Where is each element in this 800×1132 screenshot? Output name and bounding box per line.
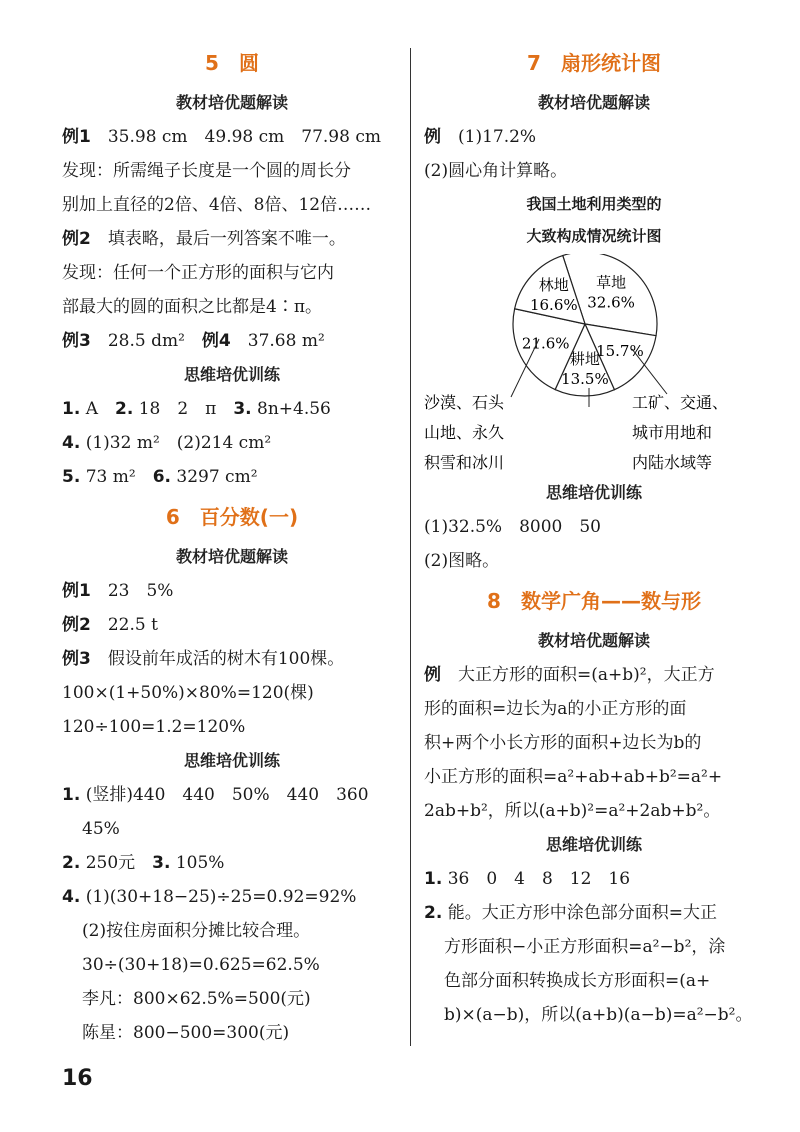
section-8-subheading-textbook: 教材培优题解读: [537, 631, 650, 650]
answer-text: 36 0 4 8 12 16: [447, 869, 631, 889]
desert-label-line-1: 沙漠、石头: [424, 393, 505, 412]
answer-text: 73 m²: [85, 467, 136, 487]
answer-text: 能。大正方形中涂色部分面积=大正: [447, 903, 717, 923]
section-6-subheading-training: 思维培优训练: [183, 751, 280, 770]
example-label: 例1: [62, 581, 91, 601]
answer-number: 2.: [424, 903, 443, 923]
s6-example-3: [62, 642, 402, 676]
section-5-subheading-textbook: 教材培优题解读: [175, 93, 288, 112]
page-number: 16: [62, 1066, 93, 1091]
s7-example-2: (2)圆心角计算略。: [424, 161, 568, 181]
example-label: 例2: [62, 615, 91, 635]
s8-answer-2-line-3: 色部分面积转换成长方形面积=(a+: [444, 971, 711, 991]
s7-answer-1: (1)32.5% 8000 50: [424, 517, 601, 537]
chart-title-line-2: 大致构成情况统计图: [526, 227, 662, 245]
pie-slice-value: 32.6%: [587, 293, 635, 312]
s6-answers-2-3: [62, 846, 402, 880]
answer-number: 4.: [62, 433, 81, 453]
s6-calc-1: 100×(1+50%)×80%=120(棵): [62, 683, 314, 703]
s6-answer-4-line-4: 李凡：800×62.5%=500(元): [82, 989, 311, 1009]
example-label: 例2: [62, 229, 91, 249]
s5-finding-2b: 部最大的圆的面积之比都是4∶π。: [62, 297, 322, 317]
right-column: [424, 40, 764, 1032]
example-label: 例: [424, 665, 441, 685]
other-label-line-3: 内陆水域等: [632, 453, 713, 472]
example-answer: 假设前年成活的树木有100棵。: [107, 649, 345, 669]
answer-number: 1.: [62, 785, 81, 805]
s5-answers-5-6: [62, 460, 402, 494]
s6-answer-4-line-5: 陈星：800−500=300(元): [82, 1023, 290, 1043]
s5-example-2: [62, 222, 402, 256]
section-8-subheading-training: 思维培优训练: [545, 835, 642, 854]
s8-answer-2-line-4: b)×(a−b)，所以(a+b)(a−b)=a²−b²。: [444, 1005, 753, 1025]
s8-answer-2: [424, 896, 764, 930]
section-7-title: 7 扇形统计图: [527, 51, 661, 75]
section-8-title: 8 数学广角——数与形: [487, 589, 701, 613]
answer-number: 5.: [62, 467, 81, 487]
pie-slice-value: 21.6%: [521, 334, 570, 353]
other-label-line-2: 城市用地和: [632, 423, 713, 442]
pie-slice-name: 耕地: [569, 350, 600, 368]
s5-finding-2a: 发现：任何一个正方形的面积与它内: [62, 263, 334, 283]
other-label-line-1: 工矿、交通、: [632, 393, 729, 412]
answer-text: 250元: [85, 853, 136, 873]
s6-answer-1-cont: 45%: [82, 819, 120, 839]
s7-example-1: [424, 120, 764, 154]
desert-label-line-3: 积雪和冰川: [424, 453, 505, 472]
example-answer: 填表略，最后一列答案不唯一。: [107, 229, 346, 249]
answer-number: 3.: [152, 853, 171, 873]
section-5-subheading-training: 思维培优训练: [183, 365, 280, 384]
s6-answer-4: [62, 880, 402, 914]
s8-example-line-1: [424, 658, 764, 692]
pie-slice-value: 16.6%: [529, 295, 578, 314]
section-6-title: 6 百分数(一): [165, 505, 299, 529]
s8-answer-2-line-2: 方形面积−小正方形面积=a²−b²，涂: [444, 937, 726, 957]
s6-answer-4-line-2: (2)按住房面积分摊比较合理。: [82, 921, 311, 941]
answer-number: 6.: [152, 467, 171, 487]
section-7-subheading-training: 思维培优训练: [545, 483, 642, 502]
answer-number: 2.: [62, 853, 81, 873]
example-answer: 35.98 cm 49.98 cm 77.98 cm: [107, 127, 381, 147]
s8-example-line-2: 形的面积=边长为a的小正方形的面: [424, 699, 687, 719]
chart-title-line-1: 我国土地利用类型的: [526, 195, 662, 213]
desert-label-line-2: 山地、永久: [424, 423, 505, 442]
example-answer: 37.68 m²: [247, 331, 325, 351]
pie-slice-name: 林地: [538, 275, 569, 294]
s6-answer-1: [62, 778, 402, 812]
answer-text: 8n+4.56: [257, 399, 331, 419]
answer-number: 4.: [62, 887, 81, 907]
section-5-title: 5 圆: [205, 51, 259, 75]
answer-number: 3.: [233, 399, 252, 419]
example-answer: 22.5 t: [107, 615, 158, 635]
example-answer: 28.5 dm²: [107, 331, 185, 351]
example-answer: 大正方形的面积=(a+b)²，大正方: [458, 665, 715, 685]
s6-example-1: [62, 574, 402, 608]
pie-slice-value: 15.7%: [596, 341, 644, 360]
answer-number: 1.: [424, 869, 443, 889]
s8-answer-1: [424, 862, 764, 896]
example-label: 例3: [62, 331, 91, 351]
s5-example-1: [62, 120, 402, 154]
s7-answer-2: (2)图略。: [424, 551, 500, 571]
left-column: [62, 40, 402, 1050]
s8-example-line-4: 小正方形的面积=a²+ab+ab+b²=a²+: [424, 767, 723, 787]
s5-finding-1a: 发现：所需绳子长度是一个圆的周长分: [62, 161, 351, 181]
s5-answers-1-3: [62, 392, 402, 426]
s5-example-3-4: [62, 324, 402, 358]
answer-text: (1)32 m² (2)214 cm²: [85, 433, 272, 453]
s6-example-2: [62, 608, 402, 642]
answer-text: 105%: [175, 853, 225, 873]
answer-number: 2.: [114, 399, 134, 419]
answer-text: 3297 cm²: [176, 467, 258, 487]
answer-text: 18 2 π: [138, 399, 217, 419]
section-7-subheading-textbook: 教材培优题解读: [537, 93, 650, 112]
s5-finding-1b: 别加上直径的2倍、4倍、8倍、12倍……: [62, 195, 372, 215]
example-label: 例1: [62, 127, 91, 147]
example-label: 例4: [201, 331, 231, 351]
answer-text: A: [85, 399, 98, 419]
s8-example-line-3: 积+两个小长方形的面积+边长为b的: [424, 733, 702, 753]
pie-slice-value: 13.5%: [561, 370, 609, 388]
s6-answer-4-line-3: 30÷(30+18)=0.625=62.5%: [82, 955, 320, 975]
answer-text: (竖排)440 440 50% 440 360: [85, 785, 369, 805]
s6-calc-2: 120÷100=1.2=120%: [62, 717, 246, 737]
example-answer: (1)17.2%: [458, 127, 537, 147]
pie-slice-name: 草地: [596, 273, 627, 292]
section-6-subheading-textbook: 教材培优题解读: [175, 547, 288, 566]
s8-example-line-5: 2ab+b²，所以(a+b)²=a²+2ab+b²。: [424, 801, 721, 821]
s5-answer-4: [62, 426, 402, 460]
example-label: 例: [424, 127, 441, 147]
answer-number: 1.: [62, 399, 81, 419]
pie-chart: [412, 254, 772, 476]
example-label: 例3: [62, 649, 91, 669]
answer-text: (1)(30+18−25)÷25=0.92=92%: [85, 887, 357, 907]
example-answer: 23 5%: [107, 581, 174, 601]
column-divider: [410, 48, 411, 1046]
